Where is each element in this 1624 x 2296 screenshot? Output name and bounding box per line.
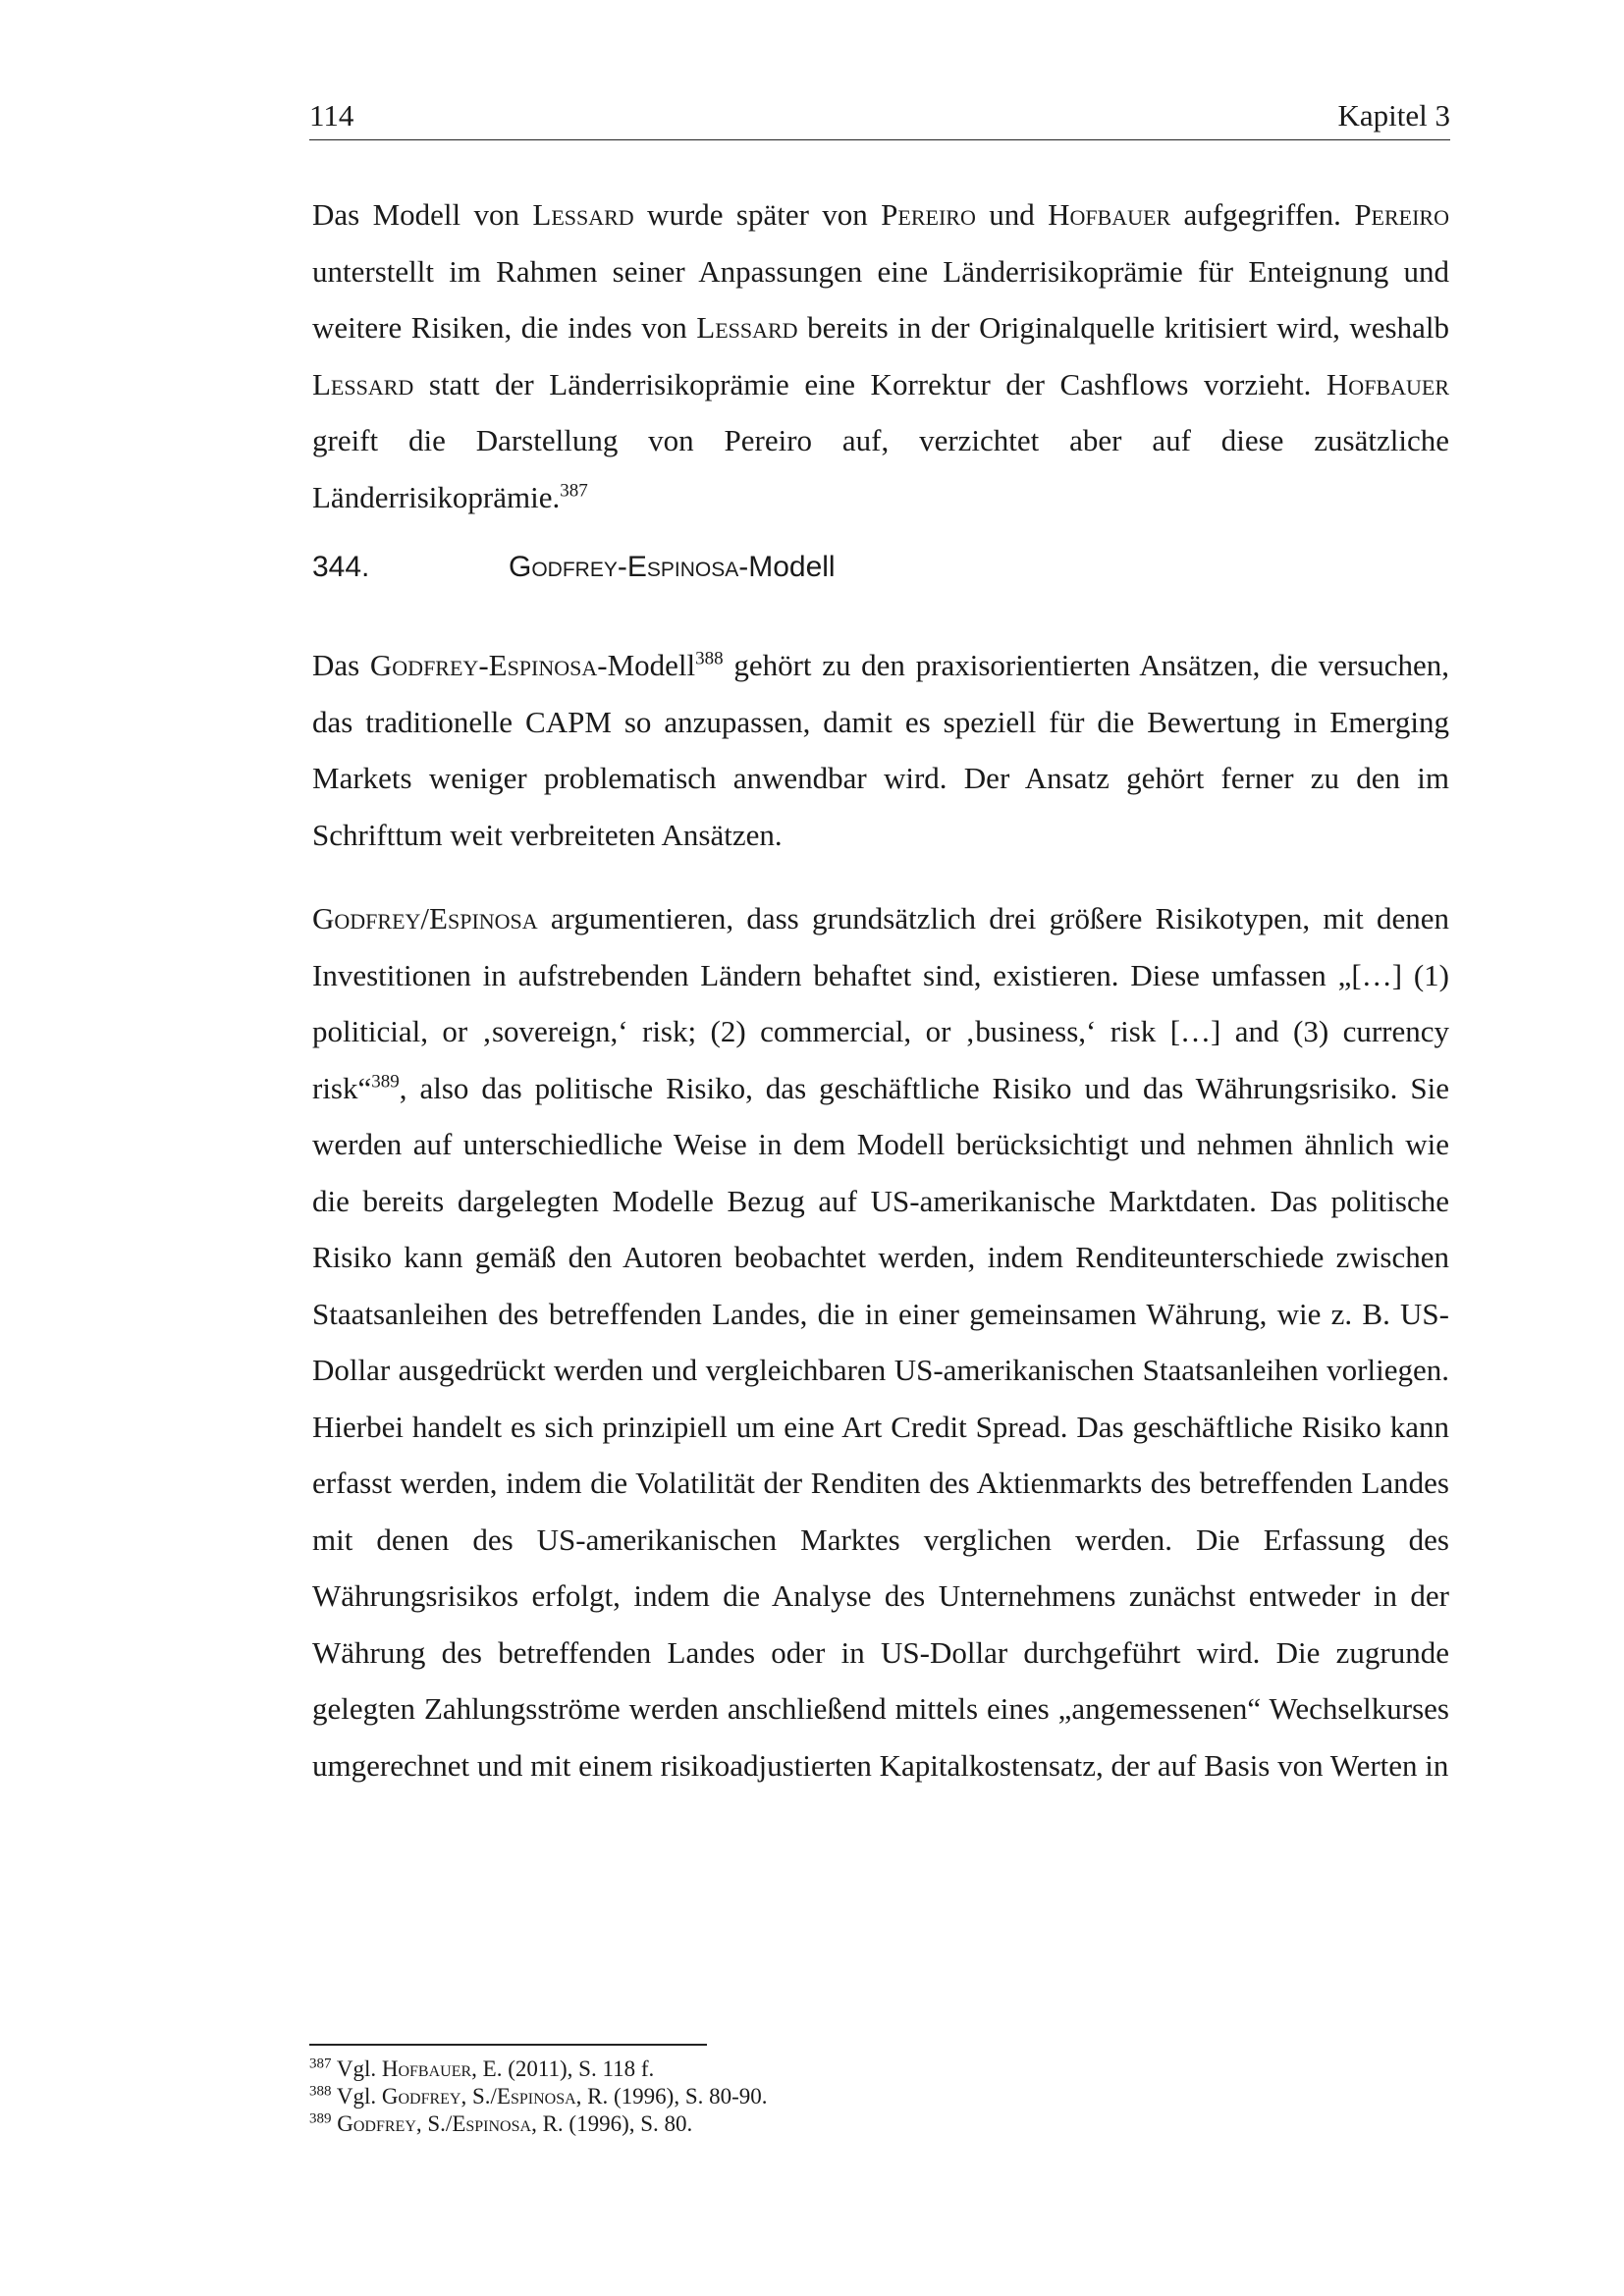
author-name: Espinosa — [496, 2084, 576, 2109]
author-name: Godfrey — [312, 901, 421, 935]
author-name: Hofbauer — [1048, 197, 1171, 232]
footnote — [309, 2056, 1448, 2083]
running-header — [309, 98, 1450, 140]
title-part: - — [617, 551, 627, 583]
author-name: Godfrey — [381, 2084, 461, 2109]
footnote — [309, 2083, 1448, 2110]
text-run: statt der Länderrisikoprämie eine Korrektur der Cashflows vorzieht. — [413, 366, 1326, 401]
text-run: greift die Darstellung von Pereiro auf, verzichtet aber auf diese zusätzliche Länderrisikoprämie. — [312, 423, 1449, 514]
text-run: -Modell — [597, 648, 696, 682]
text-run: bereits in der Originalquelle kritisiert wird, weshalb — [797, 310, 1449, 345]
paragraph-risk-types — [312, 890, 1449, 1793]
author-name: Espinosa — [429, 901, 538, 935]
text-run: und — [975, 197, 1049, 232]
footnote-number: 387 — [309, 2056, 332, 2072]
text-run: - — [478, 648, 489, 682]
author-name: Hofbauer — [1326, 366, 1449, 401]
author-name: Godfrey — [337, 2111, 416, 2136]
chapter-label: Kapitel 3 — [1337, 98, 1450, 133]
footnotes — [309, 2056, 1448, 2138]
section-heading — [312, 551, 1449, 606]
footnote-ref[interactable]: 389 — [371, 1071, 400, 1093]
text-run: , E. (2011), S. 118 f. — [471, 2056, 655, 2081]
footnote-number: 389 — [309, 2110, 332, 2127]
footnote-separator — [309, 2044, 707, 2046]
author-name: Hofbauer — [381, 2056, 472, 2081]
text-run: aufgegriffen. — [1170, 197, 1355, 232]
paragraph-model-intro — [312, 637, 1449, 863]
author-name: Lessard — [532, 197, 634, 232]
author-name: Espinosa — [452, 2111, 532, 2136]
author-name: Pereiro — [1354, 197, 1449, 232]
author-name: Lessard — [696, 310, 798, 345]
section-number: 344. — [312, 551, 370, 583]
author-name: Pereiro — [881, 197, 976, 232]
text-run: , also das politische Risiko, das geschäftliche Risiko und das Währungsrisiko. Sie werden auf unterschiedliche Weise in dem Modell berücksichtigt und nehmen ähnlich wie die bereits dargelegten Modelle Bezug auf US-amerikanische Marktdaten. Das politische Risiko kann gemäß den Autoren beobachtet werden, indem Renditeunterschiede zwischen Staatsanleihen des betreffenden Landes, die in einer gemeinsamen Währung, wie z. B. US-Dollar ausgedrückt werden und vergleichbaren US-amerikanischen Staatsanleihen vorliegen. Hierbei handelt es sich prinzipiell um eine Art Credit Spread. Das geschäftliche Risiko kann erfasst werden, indem die Volatilität der Renditen des Aktienmarkts des betreffenden Landes mit denen des US-amerikanischen Marktes verglichen werden. Die Erfassung des Währungsrisikos erfolgt, indem die Analyse des Unternehmens zunächst entweder in der Währung des betreffenden Landes oder in US-Dollar durchgeführt wird. Die zugrunde gelegten Zahlungsströme werden anschließend mittels eines „angemessenen“ Wechselkurses umgerechnet und mit einem risikoadjustierten Kapitalkostensatz, der auf Basis von Werten in — [312, 1070, 1449, 1783]
text-run: argumentieren, dass grundsätzlich drei größere Risikotypen, mit denen Investitionen in aufstrebenden Ländern behaftet sind, existieren. Diese umfassen „[…] (1) politicial, or ‚sovereign,‘ risk; (2) commercial, or ‚business,‘ risk […] and (3) currency risk“ — [312, 901, 1449, 1105]
title-part: Espinosa — [626, 551, 739, 583]
footnote-number: 388 — [309, 2083, 332, 2100]
text-run: , S./ — [415, 2111, 453, 2136]
paragraph-lessard — [312, 187, 1449, 525]
footnote-ref[interactable]: 387 — [560, 480, 588, 502]
footnote — [309, 2110, 1448, 2138]
text-run: / — [420, 901, 430, 935]
text-run: gehört zu den praxisorientierten Ansätzen, die versuchen, das traditionelle CAPM so anzupassen, damit es speziell für die Bewertung in Emerging Markets weniger problematisch anwendbar wird. Der Ansatz gehört ferner zu den im Schrifttum weit verbreiteten Ansätzen. — [312, 648, 1449, 852]
text-run: Vgl. — [331, 2056, 382, 2081]
text-run: , R. (1996), S. 80. — [531, 2111, 693, 2136]
text-run: , S./ — [460, 2084, 497, 2109]
text-run: unterstellt im Rahmen seiner Anpassungen eine Länderrisikoprämie für Enteignung und weitere Risiken, die indes von — [312, 253, 1449, 345]
footnote-ref[interactable]: 388 — [695, 648, 724, 669]
author-name: Lessard — [312, 366, 414, 401]
author-name: Espinosa — [488, 648, 598, 682]
text-run: Vgl. — [331, 2084, 382, 2109]
text-run: Das — [312, 648, 370, 682]
text-run: Das Modell von — [312, 197, 533, 232]
title-part: -Modell — [738, 551, 836, 583]
section-title — [509, 551, 836, 584]
page-number: 114 — [309, 98, 354, 133]
author-name: Godfrey — [369, 648, 479, 682]
main-text — [312, 187, 1449, 1793]
text-run: , R. (1996), S. 80-90. — [575, 2084, 768, 2109]
text-run: wurde später von — [633, 197, 882, 232]
title-part: Godfrey — [509, 551, 618, 583]
